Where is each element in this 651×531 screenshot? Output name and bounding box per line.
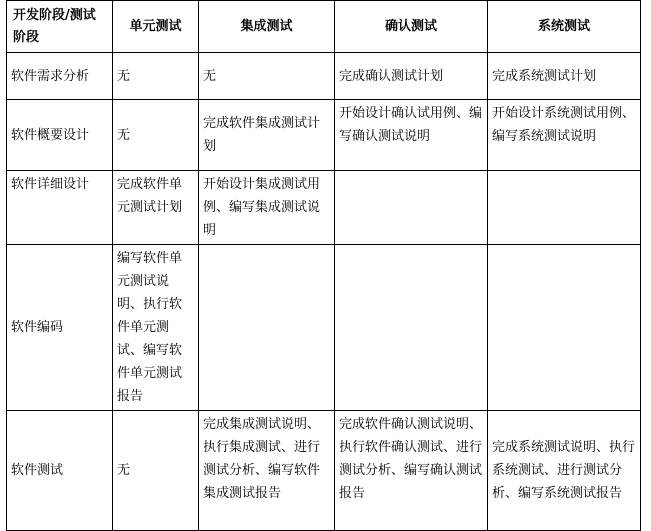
table-cell: 完成软件单元测试计划 bbox=[113, 171, 199, 245]
table-cell: 完成软件集成测试计划 bbox=[199, 100, 335, 171]
header-system-test: 系统测试 bbox=[488, 1, 641, 53]
table-row bbox=[7, 53, 641, 100]
table-cell bbox=[335, 245, 488, 411]
header-row bbox=[7, 1, 641, 53]
table-cell: 完成系统测试计划 bbox=[488, 53, 641, 100]
table-cell: 完成系统测试说明、执行系统测试、进行测试分析、编写系统测试报告 bbox=[488, 411, 641, 531]
table-cell bbox=[335, 171, 488, 245]
stage-cell: 软件概要设计 bbox=[7, 100, 113, 171]
table-cell bbox=[199, 245, 335, 411]
table-cell: 开始设计确认试用例、编写确认测试说明 bbox=[335, 100, 488, 171]
table-cell bbox=[488, 245, 641, 411]
stage-cell: 软件需求分析 bbox=[7, 53, 113, 100]
stage-cell: 软件测试 bbox=[7, 411, 113, 531]
table-cell: 开始设计集成测试用例、编写集成测试说明 bbox=[199, 171, 335, 245]
table-cell: 完成软件确认测试说明、执行软件确认测试、进行测试分析、编写确认测试报告 bbox=[335, 411, 488, 531]
table-cell: 编写软件单元测试说明、执行软件单元测试、编写软件单元测试报告 bbox=[113, 245, 199, 411]
test-plan-table bbox=[6, 0, 641, 531]
table-cell: 无 bbox=[113, 411, 199, 531]
header-stage: 开发阶段/测试阶段 bbox=[7, 1, 113, 53]
table-cell: 开始设计系统测试用例、编写系统测试说明 bbox=[488, 100, 641, 171]
table-row bbox=[7, 100, 641, 171]
table-row bbox=[7, 171, 641, 245]
header-acceptance-test: 确认测试 bbox=[335, 1, 488, 53]
header-unit-test: 单元测试 bbox=[113, 1, 199, 53]
table-cell: 完成集成测试说明、执行集成测试、进行测试分析、编写软件集成测试报告 bbox=[199, 411, 335, 531]
table-cell: 无 bbox=[199, 53, 335, 100]
stage-cell: 软件详细设计 bbox=[7, 171, 113, 245]
table-cell: 无 bbox=[113, 53, 199, 100]
table-cell: 无 bbox=[113, 100, 199, 171]
table-cell: 完成确认测试计划 bbox=[335, 53, 488, 100]
table-cell bbox=[488, 171, 641, 245]
table-row bbox=[7, 411, 641, 531]
table-row bbox=[7, 245, 641, 411]
header-integration-test: 集成测试 bbox=[199, 1, 335, 53]
stage-cell: 软件编码 bbox=[7, 245, 113, 411]
